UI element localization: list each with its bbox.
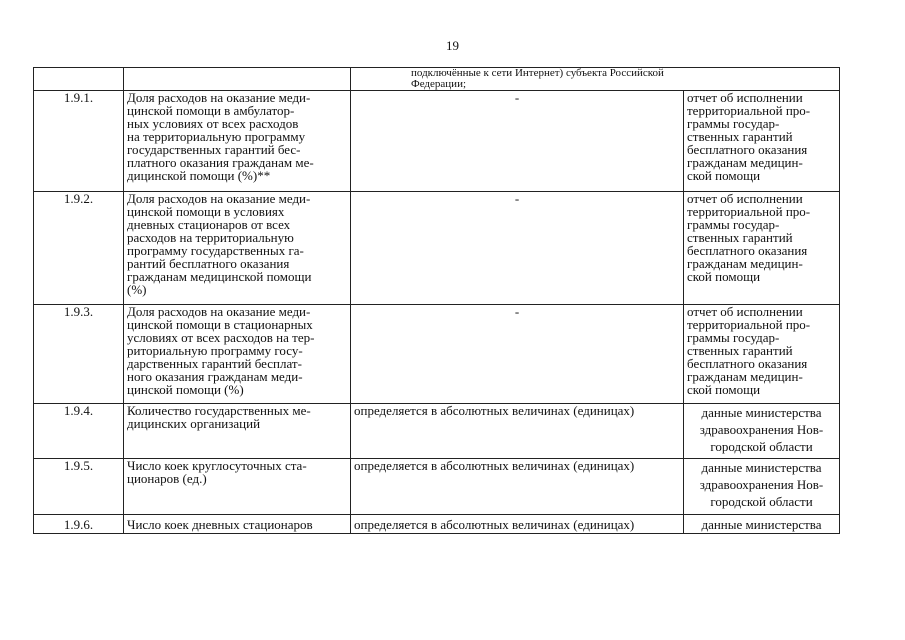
- table-row: [34, 192, 840, 305]
- row-description: Число коек круглосуточных ста- ционаров (ед.): [124, 459, 351, 515]
- row-value: определяется в абсолютных величинах (единицах): [351, 459, 684, 515]
- row-number: 1.9.6.: [34, 515, 124, 534]
- table-row: [34, 305, 840, 404]
- row-value: -: [351, 192, 684, 305]
- row-description: Доля расходов на оказание меди- цинской помощи в амбулатор- ных условиях от всех расходов на территориальную программу государственных гарантий бес- платного оказания гражданам ме- дицинской помощи (%)**: [124, 91, 351, 192]
- cell-num: [34, 68, 124, 91]
- cell-desc: [124, 68, 351, 91]
- continuation-row: [34, 68, 840, 91]
- row-source: данные министерства здравоохранения Нов- городской области: [684, 459, 840, 515]
- row-source: отчет об исполнении территориальной про- граммы государ- ственных гарантий бесплатного оказания гражданам медицин- ской помощи: [684, 305, 840, 404]
- row-description: Доля расходов на оказание меди- цинской помощи в стационарных условиях от всех расходов на тер- риториальную программу госу- дарственных гарантий бесплат- ного оказания гражданам меди- цинской помощи (%): [124, 305, 351, 404]
- row-source: данные министерства: [684, 515, 840, 534]
- row-value: определяется в абсолютных величинах (единицах): [351, 515, 684, 534]
- row-description: Количество государственных ме- дицинских организаций: [124, 404, 351, 459]
- continuation-text: подключённые к сети Интернет) субъекта Российской Федерации;: [351, 68, 840, 91]
- table-row: [34, 515, 840, 534]
- indicators-table: [33, 67, 840, 534]
- row-source: отчет об исполнении территориальной про- граммы государ- ственных гарантий бесплатного оказания гражданам медицин- ской помощи: [684, 91, 840, 192]
- row-description: Доля расходов на оказание меди- цинской помощи в условиях дневных стационаров от всех расходов на территориальную программу государственных га- рантий бесплатного оказания гражданам медицинской помощи (%): [124, 192, 351, 305]
- table-row: [34, 404, 840, 459]
- row-number: 1.9.3.: [34, 305, 124, 404]
- table-row: [34, 91, 840, 192]
- page-number: 19: [446, 38, 459, 53]
- row-source: отчет об исполнении территориальной про- граммы государ- ственных гарантий бесплатного оказания гражданам медицин- ской помощи: [684, 192, 840, 305]
- row-source: данные министерства здравоохранения Нов- городской области: [684, 404, 840, 459]
- row-number: 1.9.1.: [34, 91, 124, 192]
- row-value: определяется в абсолютных величинах (единицах): [351, 404, 684, 459]
- row-value: -: [351, 91, 684, 192]
- row-number: 1.9.5.: [34, 459, 124, 515]
- row-value: -: [351, 305, 684, 404]
- row-description: Число коек дневных стационаров: [124, 515, 351, 534]
- table-row: [34, 459, 840, 515]
- row-number: 1.9.4.: [34, 404, 124, 459]
- row-number: 1.9.2.: [34, 192, 124, 305]
